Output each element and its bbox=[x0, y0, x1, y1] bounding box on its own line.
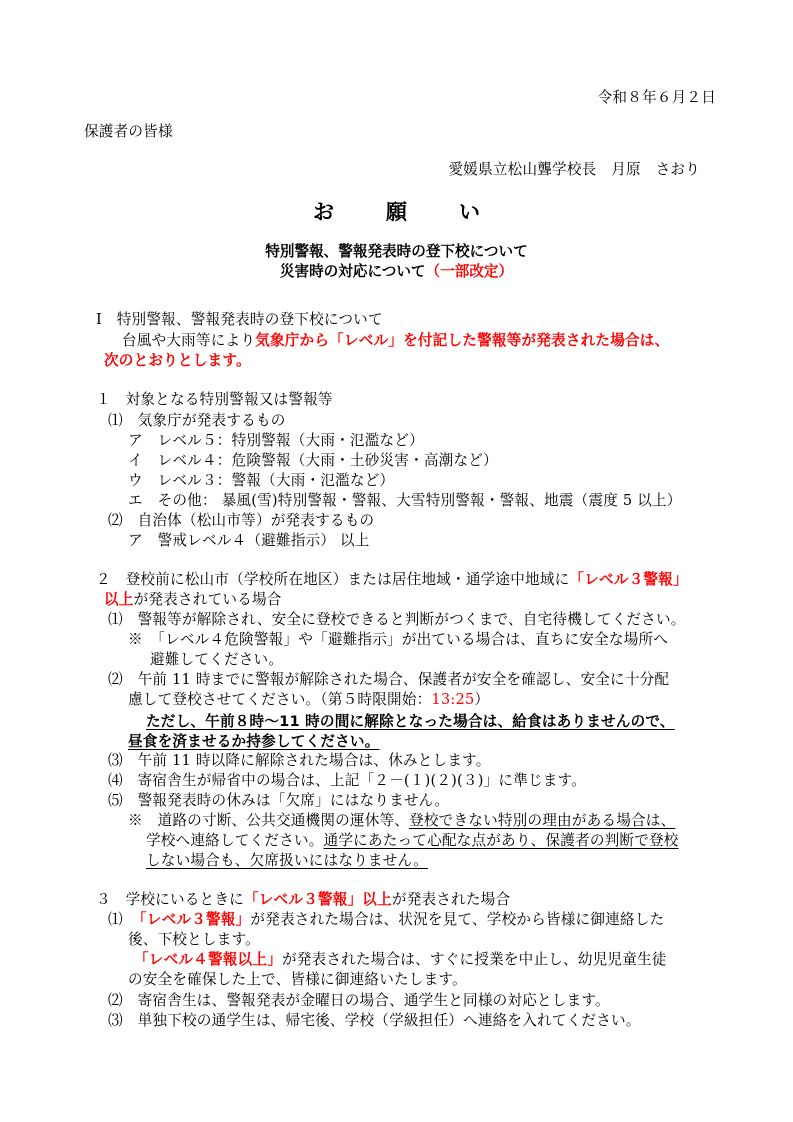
lunch-notice-1: ただし、午前８時～11 時の間に解除となった場合は、給食はありませんので、 bbox=[146, 713, 675, 730]
s2-item-1: ⑴ 警報等が解除され、安全に登校できると判断がつくまで、自宅待機してください。 bbox=[108, 611, 686, 628]
s2-item-2: ⑵ 午前 11 時までに警報が解除された場合、保護者が安全を確認し、安全に十分配 bbox=[108, 671, 670, 688]
s2-note-1: ※ 「レベル４危険警報」や「避難指示」が出ている場合は、直ちに安全な場所へ bbox=[128, 631, 669, 648]
s2-note-2 bbox=[128, 811, 675, 831]
s2-heading-text: ２ 登校前に松山市（学校所在地区）または居住地域・通学途中地域に bbox=[96, 571, 570, 588]
s3-level4-text: が発表された場合は、すぐに授業を中止し、幼児児童生徒 bbox=[281, 951, 667, 968]
s3-heading-highlight: 「レベル３警報」以上 bbox=[243, 891, 392, 908]
s2-note-2-text: ※ 道路の寸断、公共交通機関の運休等、 bbox=[128, 812, 410, 829]
s2-note-2-cont bbox=[146, 831, 679, 851]
s2-item-3: ⑶ 午前 11 時以降に解除された場合は、休みとします。 bbox=[108, 752, 491, 769]
s1-item-e: エ その他： 暴風(雪)特別警報・警報、大雪特別警報・警報、地震（震度 5 以上） bbox=[128, 492, 682, 509]
period-start-time: 13:25 bbox=[431, 691, 475, 708]
title-char: 願 bbox=[386, 199, 407, 224]
s3-item-1-cont: 後、下校とします。 bbox=[128, 931, 260, 948]
revision-note: （一部改定） bbox=[425, 263, 514, 280]
s2-heading bbox=[96, 570, 688, 590]
s2-heading-highlight: 「レベル３警報」 bbox=[569, 571, 688, 588]
section-1-intro-cont: 次のとおりとします。 bbox=[104, 352, 251, 369]
intro-text: 台風や大雨等により bbox=[122, 332, 256, 349]
s2-heading-text-2: が発表されている場合 bbox=[133, 591, 282, 608]
s3-item-1-level4 bbox=[134, 950, 667, 970]
s2-item-2-close: ） bbox=[474, 691, 490, 708]
s2-item-4: ⑷ 寄宿舎生が帰省中の場合は、上記「２－(１)(２)(３)」に準じます。 bbox=[108, 772, 587, 789]
s1-item-u: ウ レベル３：警報（大雨・氾濫など） bbox=[128, 472, 395, 489]
s3-item-1-level4-cont: の安全を確保した上で、皆様に御連絡いたします。 bbox=[128, 971, 467, 988]
s2-note-2-text-2: 学校へ連絡してください。 bbox=[146, 832, 324, 849]
lunch-notice-2: 昼食を済ませるか持参してください。 bbox=[128, 733, 380, 750]
s1-item-a: ア レベル５：特別警報（大雨・氾濫など） bbox=[128, 432, 424, 449]
s1-item-2: ⑵ 自治体（松山市等）が発表するもの bbox=[108, 512, 375, 529]
recipient: 保護者の皆様 bbox=[84, 123, 173, 140]
s3-item-2: ⑵ 寄宿舎生は、警報発表が金曜日の場合、通学生と同様の対応とします。 bbox=[108, 992, 610, 1009]
s3-heading-text-2: が発表された場合 bbox=[391, 891, 511, 908]
s3-item-1-text: が発表された場合は、状況を見て、学校から皆様に御連絡した bbox=[250, 911, 665, 928]
subtitle-2-main: 災害時の対応について bbox=[279, 263, 426, 280]
s2-item-2-cont bbox=[128, 690, 489, 710]
s3-item-1-number: ⑴ bbox=[108, 911, 123, 928]
subtitle-2 bbox=[0, 262, 793, 282]
s1-item-i: イ レベル４：危険警報（大雨・土砂災害・高潮など） bbox=[128, 452, 498, 469]
s2-item-2-text: 慮して登校させてください。（第５時限開始： bbox=[128, 691, 432, 708]
document-title bbox=[0, 196, 793, 226]
s3-item-1-highlight: 「レベル３警報」 bbox=[132, 911, 251, 928]
s1-item-2a: ア 警戒レベル４（避難指示） 以上 bbox=[128, 532, 370, 549]
title-char: い bbox=[459, 199, 480, 224]
s3-heading-text: ３ 学校にいるときに bbox=[96, 891, 244, 908]
sender: 愛媛県立松山聾学校長 月原 さおり bbox=[448, 161, 700, 178]
s2-note-2-underlined: 登校できない特別の理由がある場合は、 bbox=[409, 812, 676, 829]
s2-item-5: ⑸ 警報発表時の休みは「欠席」にはなりません。 bbox=[108, 792, 450, 809]
subtitle-1: 特別警報、警報発表時の登下校について bbox=[265, 243, 528, 260]
s2-note-2-underlined-2: 通学にあたって心配な点があり、保護者の判断で登校 bbox=[323, 832, 679, 849]
s3-level4-highlight: 「レベル４警報以上」 bbox=[134, 951, 282, 968]
s1-item-1: ⑴ 気象庁が発表するもの bbox=[108, 412, 286, 429]
intro-highlight: 気象庁から「レベル」を付記した警報等が発表された場合は、 bbox=[255, 332, 670, 349]
s2-heading-highlight-2: 以上 bbox=[104, 591, 134, 608]
s3-item-3: ⑶ 単独下校の通学生は、帰宅後、学校（学級担任）へ連絡を入れてください。 bbox=[108, 1012, 641, 1029]
s2-note-1-cont: 避難してください。 bbox=[150, 651, 284, 668]
s2-note-2-cont-2: しない場合も、欠席扱いにはなりません。 bbox=[146, 852, 428, 869]
s3-item-1 bbox=[108, 910, 664, 930]
section-1-intro bbox=[122, 331, 669, 351]
section-1-heading: Ⅰ 特別警報、警報発表時の登下校について bbox=[96, 311, 383, 328]
s2-heading-cont bbox=[104, 590, 282, 610]
document-date: 令和８年６月２日 bbox=[597, 89, 716, 106]
s3-heading bbox=[96, 890, 510, 910]
s1-heading: １ 対象となる特別警報又は警報等 bbox=[96, 391, 333, 408]
title-char: お bbox=[313, 199, 334, 224]
